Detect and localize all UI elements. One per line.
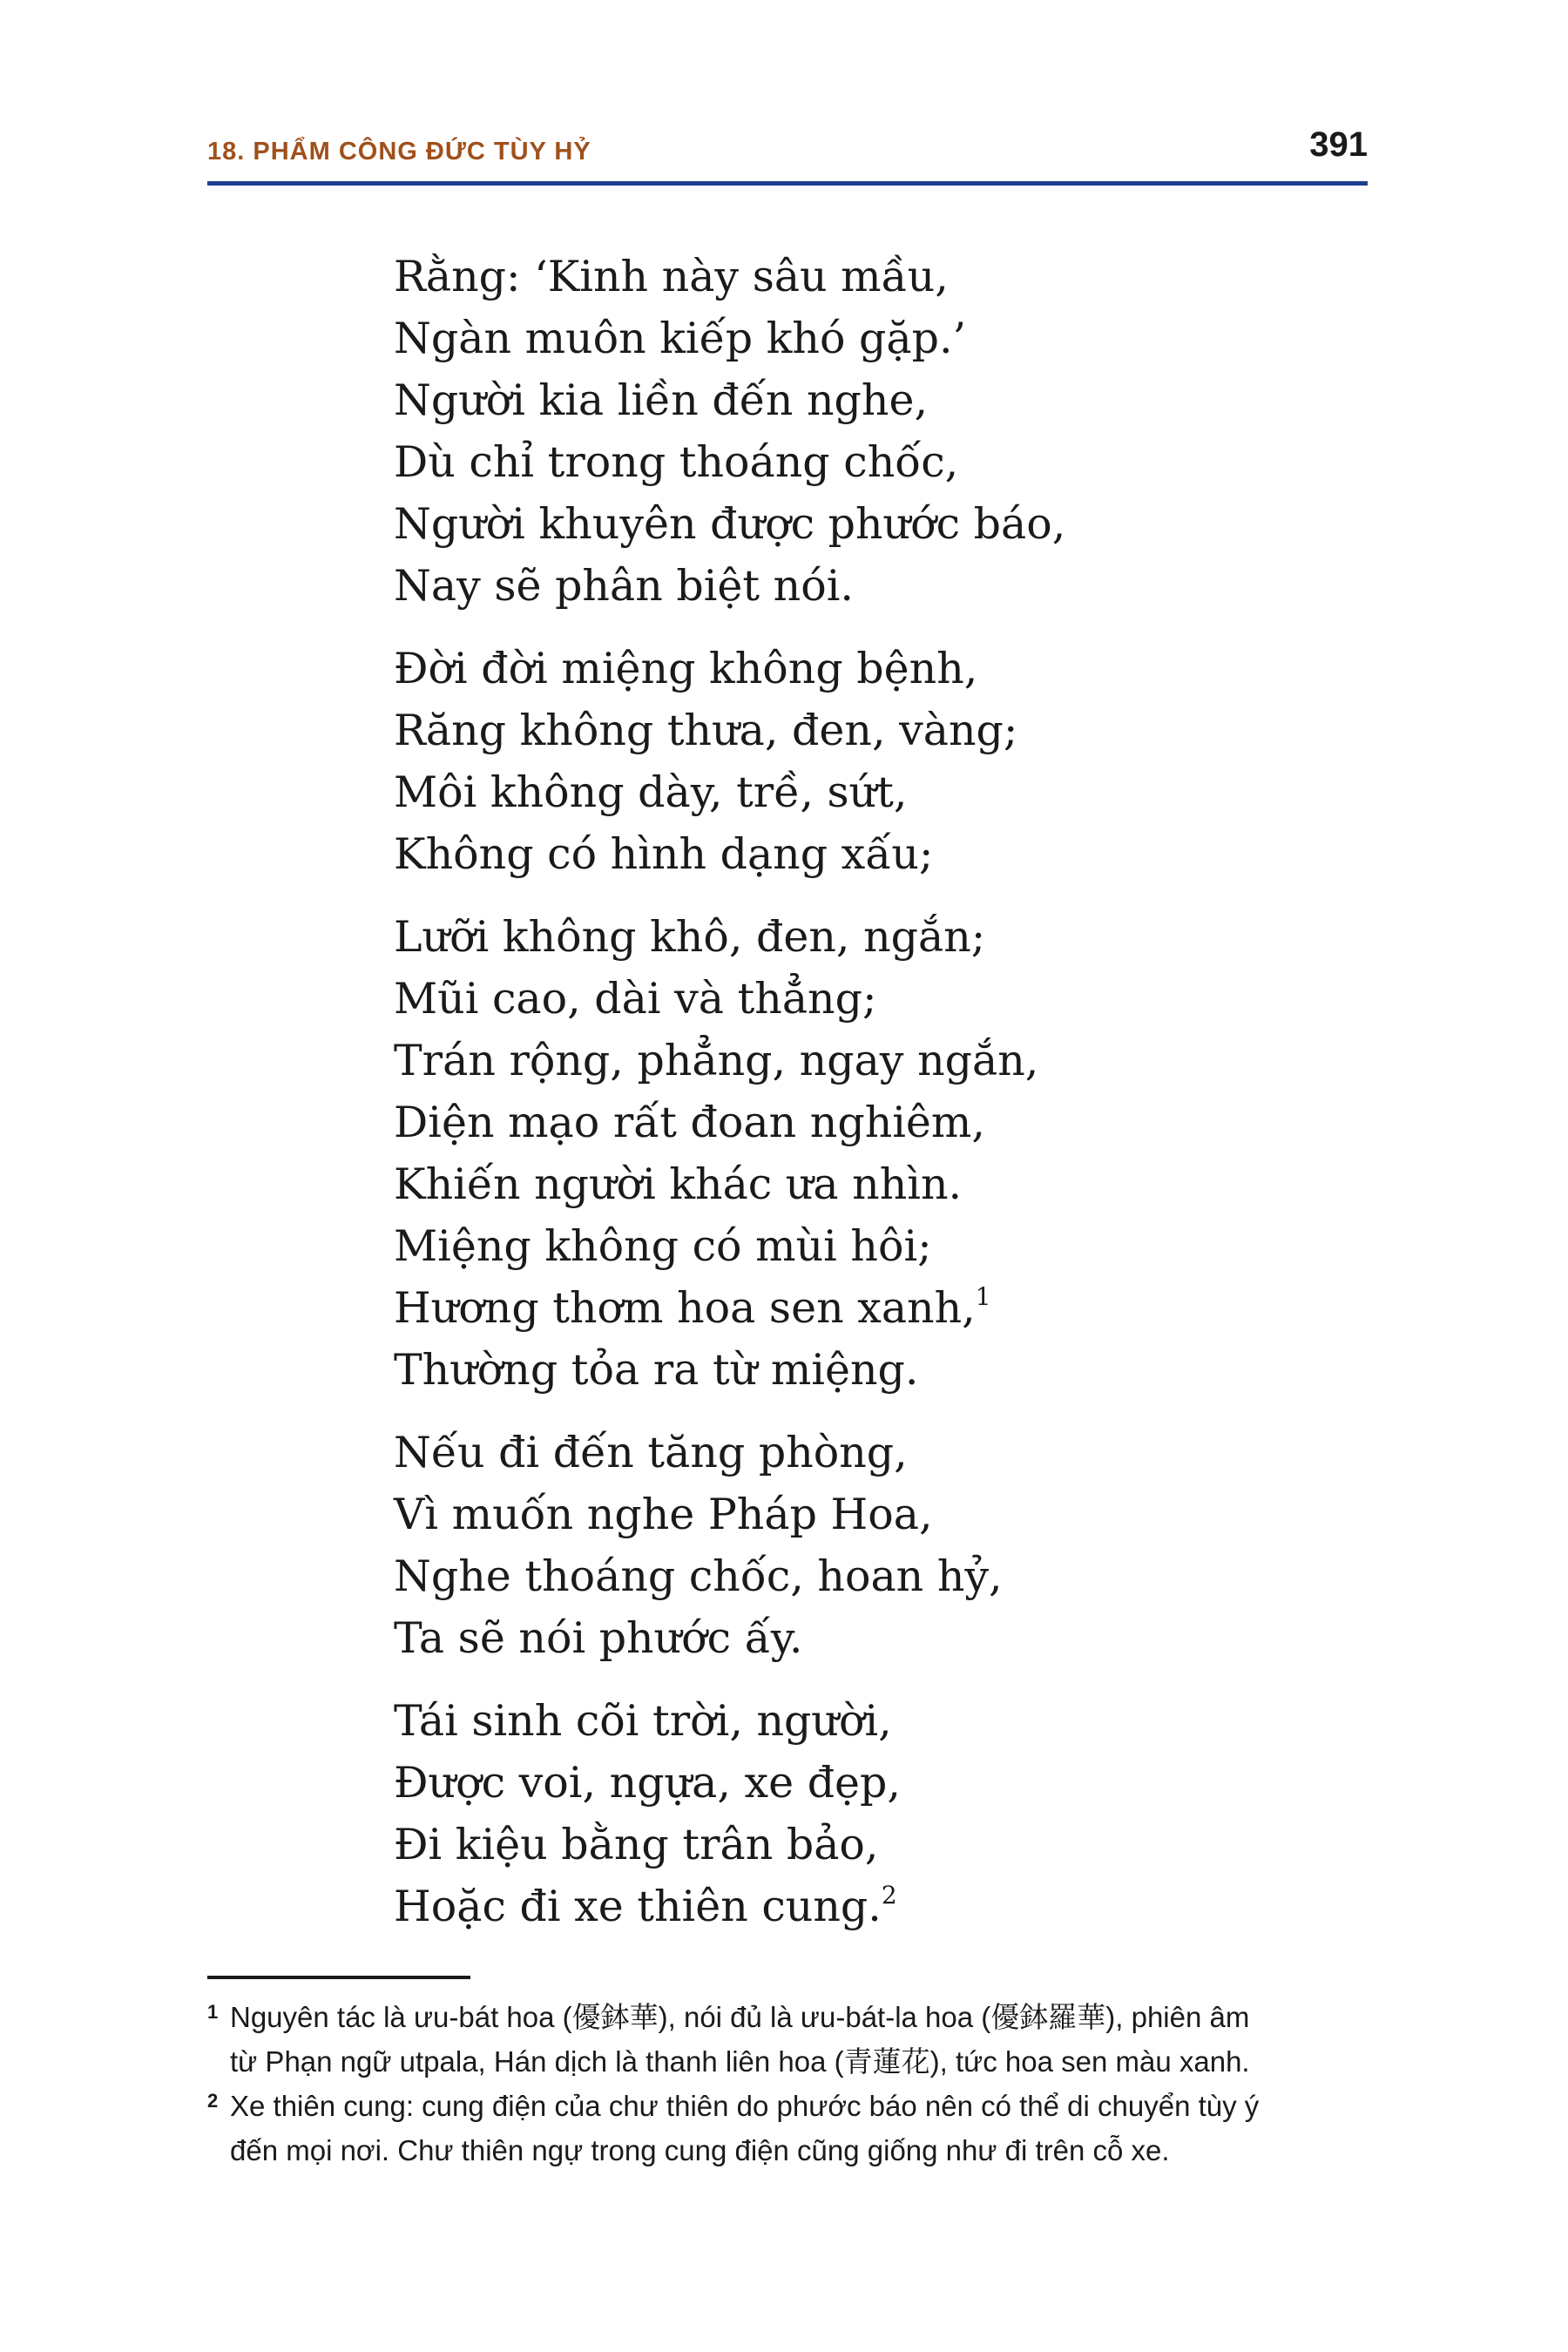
verse-line: Thường tỏa ra từ miệng.: [394, 1345, 919, 1395]
verse-line: Đời đời miệng không bệnh,: [394, 644, 978, 693]
stanza: [394, 1690, 1308, 1937]
verse-line: [394, 1876, 1308, 1937]
verse-line: Răng không thưa, đen, vàng;: [394, 706, 1018, 755]
verse-line: Rằng: ‘Kinh này sâu mầu,: [394, 252, 949, 301]
footnote-ref[interactable]: 2: [881, 1881, 897, 1909]
verse-line: Đi kiệu bằng trân bảo,: [394, 1820, 879, 1869]
footnote: [207, 2084, 1375, 2173]
verse-body: [394, 246, 1308, 1958]
verse-line: Nghe thoáng chốc, hoan hỷ,: [394, 1551, 1003, 1601]
verse-line: Lưỡi không khô, đen, ngắn;: [394, 912, 986, 962]
footnote-ref[interactable]: 1: [975, 1282, 991, 1311]
verse-line: [394, 1277, 1308, 1339]
chapter-title: 18. PHẨM CÔNG ĐỨC TÙY HỶ: [207, 138, 591, 166]
verse-line: Người khuyên được phước báo,: [394, 499, 1066, 549]
footnote-line: từ Phạn ngữ utpala, Hán dịch là thanh liên hoa (青蓮花), tức hoa sen màu xanh.: [230, 2045, 1250, 2078]
verse-line: Được voi, ngựa, xe đẹp,: [394, 1758, 901, 1808]
verse-line: Nay sẽ phân biệt nói.: [394, 561, 854, 611]
verse-line: Nếu đi đến tăng phòng,: [394, 1428, 908, 1477]
footnote-line: Nguyên tác là ưu-bát hoa (優鉢華), nói đủ là ưu-bát-la hoa (優鉢羅華), phiên âm: [230, 2001, 1250, 2033]
verse-line: Không có hình dạng xấu;: [394, 829, 934, 879]
footnote-mark: 2: [207, 2090, 219, 2112]
verse-line: Ta sẽ nói phước ấy.: [394, 1613, 803, 1663]
verse-line: Dù chỉ trong thoáng chốc,: [394, 437, 959, 487]
verse-line: Miệng không có mùi hôi;: [394, 1221, 932, 1271]
stanza: [394, 246, 1308, 617]
verse-line: Người kia liền đến nghe,: [394, 375, 929, 425]
footnote-divider: [207, 1976, 470, 1979]
verse-line: Khiến người khác ưa nhìn.: [394, 1159, 963, 1209]
stanza: [394, 906, 1308, 1401]
verse-line: Trán rộng, phẳng, ngay ngắn,: [394, 1036, 1039, 1085]
verse-line: Diện mạo rất đoan nghiêm,: [394, 1098, 985, 1147]
footnotes: [207, 1995, 1375, 2173]
page-number: 391: [1309, 125, 1368, 164]
stanza: [394, 1422, 1308, 1669]
running-header: [207, 122, 1368, 186]
footnote: [207, 1995, 1375, 2084]
verse-line: Ngàn muôn kiếp khó gặp.’: [394, 314, 967, 363]
verse-text: Hoặc đi xe thiên cung.: [394, 1882, 882, 1931]
verse-line: Tái sinh cõi trời, người,: [394, 1696, 892, 1746]
verse-line: Vì muốn nghe Pháp Hoa,: [394, 1490, 933, 1539]
stanza: [394, 638, 1308, 885]
footnote-line: Xe thiên cung: cung điện của chư thiên do phước báo nên có thể di chuyển tùy ý: [230, 2090, 1260, 2122]
footnote-line: đến mọi nơi. Chư thiên ngự trong cung điện cũng giống như đi trên cỗ xe.: [230, 2134, 1170, 2166]
verse-line: Môi không dày, trề, sứt,: [394, 767, 908, 817]
verse-line: Mũi cao, dài và thẳng;: [394, 974, 877, 1024]
verse-text: Hương thơm hoa sen xanh,: [394, 1283, 976, 1333]
footnote-mark: 1: [207, 2001, 219, 2023]
